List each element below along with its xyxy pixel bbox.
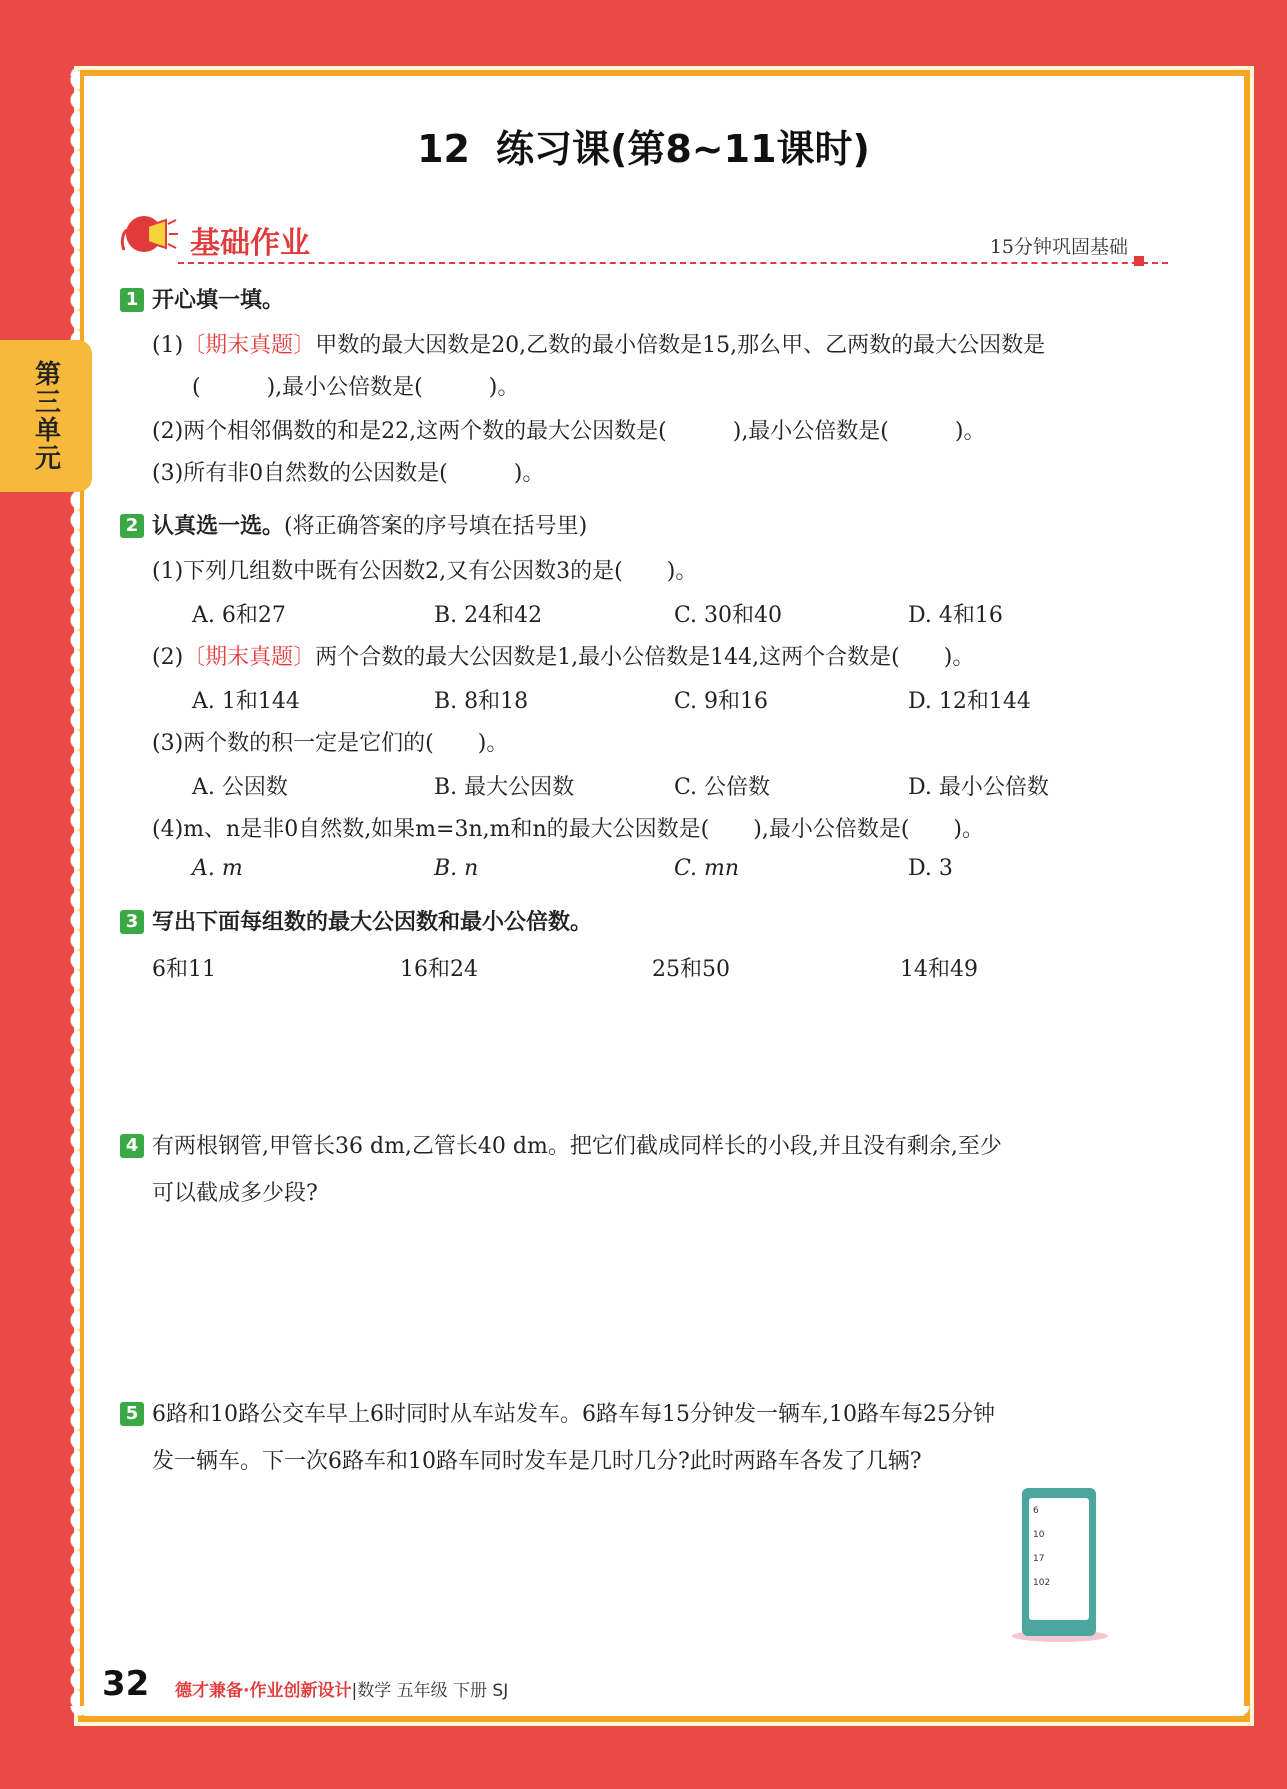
question-4-line-1: 有两根钢管,甲管长36 dm,乙管长40 dm。把它们截成同样长的小段,并且没有剩余,至少	[152, 1134, 1002, 1159]
q2-part-2-text: 两个合数的最大公因数是1,最小公倍数是144,这两个合数是( )。	[315, 645, 975, 670]
lesson-number: 12	[417, 127, 470, 171]
section-divider	[178, 262, 1168, 264]
lesson-title: 练习课(第8~11课时)	[495, 127, 870, 171]
divider-end-marker	[1134, 256, 1144, 266]
q1-line-1	[152, 328, 1045, 359]
q2-s4-option-c: C. mn	[674, 856, 740, 881]
footer-info	[175, 1676, 508, 1701]
bus-route-10: 10	[1033, 1530, 1045, 1540]
question-2-header	[120, 512, 587, 542]
section-subtitle: 15分钟巩固基础	[989, 236, 1128, 258]
bus-stop-sign-illustration	[1022, 1488, 1096, 1636]
question-3-title: 写出下面每组数的最大公因数和最小公倍数。	[152, 910, 593, 935]
q2-s3-option-d: D. 最小公倍数	[908, 775, 1049, 800]
q3-pair-4: 14和49	[900, 957, 978, 982]
bus-route-17: 17	[1033, 1554, 1045, 1564]
question-2-title: 认真选一选。	[152, 514, 285, 539]
bus-sign-board	[1029, 1498, 1089, 1620]
q3-pair-1: 6和11	[152, 957, 216, 982]
q2-s3-option-a: A. 公因数	[192, 775, 288, 800]
q2-sub-3: (3)两个数的积一定是它们的( )。	[152, 731, 509, 756]
question-5-number: 5	[120, 1402, 144, 1426]
question-2-number: 2	[120, 514, 144, 538]
q1-line-2: ( ),最小公倍数是( )。	[192, 375, 520, 400]
exam-tag: 〔期末真题〕	[183, 645, 316, 670]
question-5-line-1: 6路和10路公交车早上6时同时从车站发车。6路车每15分钟发一辆车,10路车每25分钟	[152, 1402, 995, 1427]
question-3-header	[120, 908, 592, 938]
question-3-number: 3	[120, 910, 144, 934]
unit-side-tab-label: 第三单元	[30, 360, 61, 472]
q2-s4-option-a: A. m	[192, 856, 243, 881]
q2-s3-option-b: B. 最大公因数	[434, 775, 575, 800]
q1-line-4: (3)所有非0自然数的公因数是( )。	[152, 461, 545, 486]
question-1-header	[120, 286, 284, 316]
q3-pair-2: 16和24	[400, 957, 478, 982]
page-number: 32	[102, 1664, 150, 1704]
bus-route-6: 6	[1033, 1506, 1039, 1516]
question-4-number: 4	[120, 1134, 144, 1158]
unit-side-tab	[0, 340, 92, 492]
q2-sub-1: (1)下列几组数中既有公因数2,又有公因数3的是( )。	[152, 559, 698, 584]
q2-sub-2	[152, 640, 974, 671]
q2-s3-option-c: C. 公倍数	[674, 775, 771, 800]
left-border-decoration	[62, 70, 80, 1710]
section-header	[118, 210, 1158, 270]
bottom-border-decoration	[70, 1706, 1250, 1724]
q2-s2-option-b: B. 8和18	[434, 689, 529, 714]
question-4-line-2: 可以截成多少段?	[152, 1181, 318, 1206]
question-2-note: (将正确答案的序号填在括号里)	[284, 514, 588, 539]
q1-line-3: (2)两个相邻偶数的和是22,这两个数的最大公因数是( ),最小公倍数是( )。	[152, 419, 986, 444]
bus-route-102: 102	[1033, 1578, 1051, 1588]
q2-s1-option-d: D. 4和16	[908, 603, 1003, 628]
footer-brand: 德才兼备·作业创新设计	[175, 1681, 352, 1701]
q2-s4-option-d: D. 3	[908, 856, 953, 881]
q2-s1-option-a: A. 6和27	[192, 603, 286, 628]
q1-part-1-index: (1)	[152, 333, 184, 358]
q1-part-1-text: 甲数的最大因数是20,乙数的最小倍数是15,那么甲、乙两数的最大公因数是	[315, 333, 1046, 358]
q2-s2-option-c: C. 9和16	[674, 689, 769, 714]
question-5-header	[120, 1400, 995, 1430]
q2-s2-option-a: A. 1和144	[192, 689, 300, 714]
q2-s2-option-d: D. 12和144	[908, 689, 1031, 714]
q3-pair-3: 25和50	[652, 957, 730, 982]
page-title	[0, 118, 1287, 173]
q2-s1-option-b: B. 24和42	[434, 603, 543, 628]
trumpet-icon	[118, 210, 180, 266]
question-1-number: 1	[120, 288, 144, 312]
q2-part-2-index: (2)	[152, 645, 184, 670]
question-1-title: 开心填一填。	[152, 288, 285, 313]
section-label: 基础作业	[190, 226, 310, 261]
q2-s1-option-c: C. 30和40	[674, 603, 783, 628]
question-5-line-2: 发一辆车。下一次6路车和10路车同时发车是几时几分?此时两路车各发了几辆?	[152, 1449, 922, 1474]
footer-book-info: |数学 五年级 下册 SJ	[351, 1681, 509, 1701]
q2-sub-4: (4)m、n是非0自然数,如果m=3n,m和n的最大公因数是( ),最小公倍数是( )。	[152, 817, 984, 842]
q2-s4-option-b: B. n	[434, 856, 479, 881]
exam-tag: 〔期末真题〕	[183, 333, 316, 358]
question-4-header	[120, 1132, 1002, 1162]
